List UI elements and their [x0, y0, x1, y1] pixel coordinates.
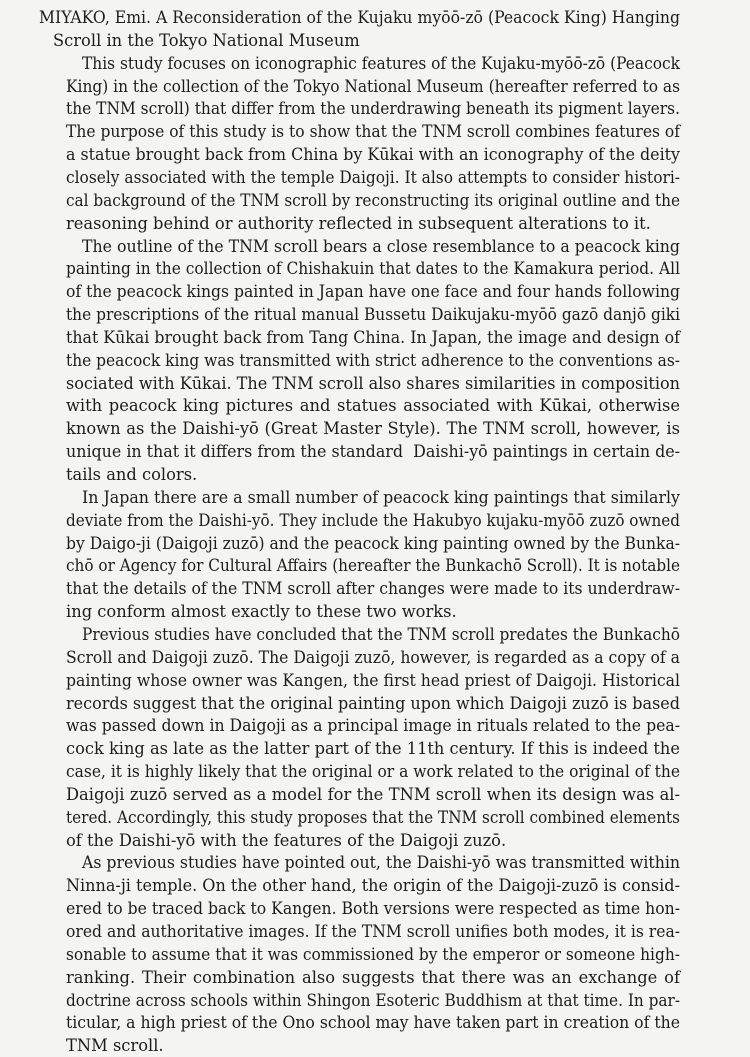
body-text-line	[66, 669, 750, 692]
line-text: ticular, a high priest of the Ono school may have taken part in creation of the	[66, 1013, 680, 1033]
body-text-line	[66, 806, 750, 829]
body-text-line	[66, 920, 750, 943]
body-text-line	[66, 1011, 750, 1034]
line-text: of the peacock kings painted in Japan have one face and four hands following	[66, 282, 680, 302]
body-text-line	[66, 989, 750, 1012]
line-text: deviate from the Daishi-yō. They include the Hakubyo kujaku-myōō zuzō owned	[66, 510, 680, 530]
body-text-line	[66, 760, 750, 783]
body-text-line	[66, 714, 750, 737]
line-text: case, it is highly likely that the original or a work related to the original of the	[66, 762, 680, 782]
line-text: Daigoji zuzō served as a model for the TNM scroll when its design was al-	[66, 784, 680, 804]
line-text: Scroll in the Tokyo National Museum	[53, 30, 360, 50]
line-text: The purpose of this study is to show that the TNM scroll combines features of	[66, 122, 680, 142]
body-text-line	[66, 509, 750, 532]
body-text-line	[66, 303, 750, 326]
line-text: reasoning behind or authority reflected in subsequent alterations to it.	[66, 213, 651, 233]
line-text: the prescriptions of the ritual manual Bussetu Daikujaku-myōō gazō danjō giki	[66, 305, 680, 325]
body-text-line	[66, 943, 750, 966]
body-text-line	[82, 623, 750, 646]
body-text-line	[82, 52, 750, 75]
line-text: tered. Accordingly, this study proposes that the TNM scroll combined elements	[66, 807, 680, 827]
line-text: MIYAKO, Emi. A Reconsideration of the Kujaku myōō-zō (Peacock King) Hanging	[39, 8, 680, 27]
line-text: the TNM scroll) that differ from the underdrawing beneath its pigment layers.	[66, 99, 680, 119]
line-text: unique in that it differs from the standard Daishi-yō paintings in certain de-	[66, 442, 680, 462]
line-text: closely associated with the temple Daigoji. It also attempts to consider histori-	[66, 167, 680, 187]
line-text: chō or Agency for Cultural Affairs (hereafter the Bunkachō Scroll). It is notable	[66, 556, 680, 576]
line-text: sociated with Kūkai. The TNM scroll also shares similarities in composition	[66, 373, 680, 393]
body-text-line	[66, 783, 750, 806]
body-text-line	[82, 851, 750, 874]
line-text: doctrine across schools within Shingon Esoteric Buddhism at that time. In par-	[66, 990, 680, 1010]
line-text: that Kūkai brought back from Tang China. In Japan, the image and design of	[66, 327, 680, 347]
body-text-line	[82, 235, 750, 258]
line-text: This study focuses on iconographic features of the Kujaku-myōō-zō (Peacock	[82, 53, 680, 73]
body-text-line	[82, 486, 750, 509]
line-text: Scroll and Daigoji zuzō. The Daigoji zuzō, however, is regarded as a copy of a	[66, 647, 680, 667]
line-text: ing conform almost exactly to these two works.	[66, 602, 457, 622]
line-text: tails and colors.	[66, 465, 198, 484]
line-text: ered to be traced back to Kangen. Both versions were respected as time hon-	[66, 899, 680, 919]
body-text-line	[66, 75, 750, 98]
line-text: cock king as late as the latter part of the 11th century. If this is indeed the	[66, 739, 680, 759]
body-text-line	[66, 829, 750, 852]
body-text-line	[66, 966, 750, 989]
line-text: Ninna-ji temple. On the other hand, the origin of the Daigoji-zuzō is consid-	[66, 876, 680, 896]
body-text-line	[66, 600, 750, 623]
line-text: The outline of the TNM scroll bears a close resemblance to a peacock king	[82, 236, 680, 256]
line-text: King) in the collection of the Tokyo National Museum (hereafter referred to as	[66, 76, 680, 96]
body-text-line	[66, 463, 750, 486]
body-text-line	[66, 349, 750, 372]
body-text-line	[66, 189, 750, 212]
line-text: was passed down in Daigoji as a principal image in rituals related to the pea-	[66, 716, 680, 736]
body-text-line	[66, 1034, 750, 1057]
body-text-line	[66, 97, 750, 120]
body-text-line	[66, 737, 750, 760]
body-text-line	[66, 897, 750, 920]
body-text-line	[66, 417, 750, 440]
body-text-line	[66, 394, 750, 417]
body-text-line	[66, 212, 750, 235]
line-text: cal background of the TNM scroll by reconstructing its original outline and the	[66, 190, 680, 210]
body-text-line	[66, 143, 750, 166]
line-text: with peacock king pictures and statues associated with Kūkai, otherwise	[66, 396, 680, 416]
article-title-line	[39, 6, 750, 29]
line-text: of the Daishi-yō with the features of the Daigoji zuzō.	[66, 830, 507, 850]
line-text: ored and authoritative images. If the TNM scroll unifies both modes, it is rea-	[66, 922, 680, 941]
body-text-line	[66, 577, 750, 600]
line-text: ranking. Their combination also suggests that there was an exchange of	[66, 967, 680, 987]
line-text: by Daigo-ji (Daigoji zuzō) and the peacock king painting owned by the Bunka-	[66, 533, 680, 553]
body-text-line	[66, 440, 750, 463]
line-text: TNM scroll.	[66, 1036, 164, 1056]
line-text: As previous studies have pointed out, the Daishi-yō was transmitted within	[82, 853, 680, 873]
body-text-line	[66, 120, 750, 143]
body-text-line	[66, 326, 750, 349]
line-text: In Japan there are a small number of peacock king paintings that similarly	[82, 487, 680, 507]
body-text-line	[66, 166, 750, 189]
line-text: that the details of the TNM scroll after changes were made to its underdraw-	[66, 579, 680, 599]
body-text-line	[66, 280, 750, 303]
body-text-line	[66, 874, 750, 897]
article-title-line	[53, 29, 750, 52]
line-text: records suggest that the original painting upon which Daigoji zuzō is based	[66, 693, 680, 713]
body-text-line	[66, 532, 750, 555]
line-text: painting whose owner was Kangen, the first head priest of Daigoji. Historical	[66, 670, 680, 690]
line-text: the peacock king was transmitted with strict adherence to the conventions as-	[66, 350, 680, 370]
body-text-line	[66, 692, 750, 715]
body-text-line	[66, 257, 750, 280]
line-text: Previous studies have concluded that the TNM scroll predates the Bunkachō	[82, 624, 680, 644]
body-text-line	[66, 646, 750, 669]
line-text: known as the Daishi-yō (Great Master Style). The TNM scroll, however, is	[66, 419, 680, 439]
body-text-line	[66, 372, 750, 395]
body-text-line	[66, 554, 750, 577]
line-text: a statue brought back from China by Kūkai with an iconography of the deity	[66, 145, 680, 165]
line-text: sonable to assume that it was commissioned by the emperor or someone high-	[66, 944, 680, 964]
line-text: painting in the collection of Chishakuin that dates to the Kamakura period. All	[66, 259, 680, 279]
